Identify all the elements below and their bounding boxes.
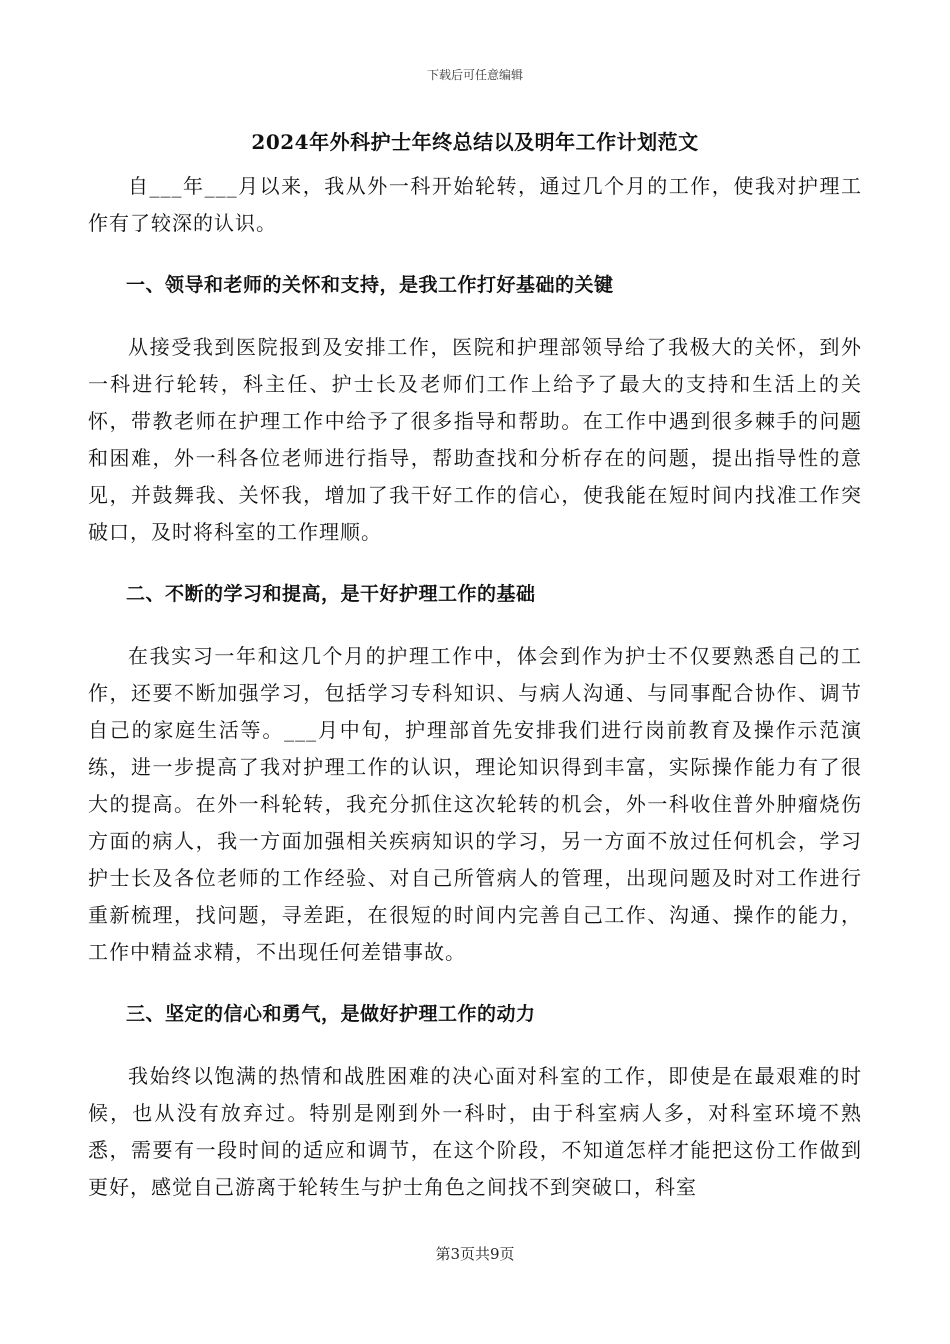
page-number-footer: 第3页共9页 xyxy=(435,1245,515,1263)
section-heading: 一、领导和老师的关怀和支持，是我工作打好基础的关键 xyxy=(126,274,614,296)
document-title: 2024年外科护士年终总结以及明年工作计划范文 xyxy=(251,130,699,154)
intro-paragraph: 自___年___月以来，我从外一科开始轮转，通过几个月的工作，使我对护理工作有了较深的认识。 xyxy=(88,174,862,235)
header-note: 下载后可任意编辑 xyxy=(426,68,523,82)
section-heading: 二、不断的学习和提高，是干好护理工作的基础 xyxy=(126,583,536,605)
section-paragraph: 我始终以饱满的热情和战胜困难的决心面对科室的工作，即使是在最艰难的时候，也从没有放弃过。特别是刚到外一科时，由于科室病人多，对科室环境不熟悉，需要有一段时间的适应和调节，在这个阶段，不知道怎样才能把这份工作做到更好，感觉自己游离于轮转生与护士角色之间找不到突破口，科室 xyxy=(88,1064,862,1199)
section-paragraph: 在我实习一年和这几个月的护理工作中，体会到作为护士不仅要熟悉自己的工作，还要不断加强学习，包括学习专科知识、与病人沟通、与同事配合协作、调节自己的家庭生活等。___月中旬，护理部首先安排我们进行岗前教育及操作示范演练，进一步提高了我对护理工作的认识，理论知识得到丰富，实际操作能力有了很大的提高。在外一科轮转，我充分抓住这次轮转的机会，外一科收住普外肿瘤烧伤方面的病人，我一方面加强相关疾病知识的学习，另一方面不放过任何机会，学习护士长及各位老师的工作经验、对自己所管病人的管理，出现问题及时对工作进行重新梳理，找问题，寻差距，在很短的时间内完善自己工作、沟通、操作的能力，工作中精益求精，不出现任何差错事故。 xyxy=(88,644,862,964)
section-heading: 三、坚定的信心和勇气，是做好护理工作的动力 xyxy=(126,1003,536,1025)
document-body xyxy=(88,168,862,1206)
section-paragraph: 从接受我到医院报到及安排工作，医院和护理部领导给了我极大的关怀，到外一科进行轮转，科主任、护士长及老师们工作上给予了最大的支持和生活上的关怀，带教老师在护理工作中给予了很多指导和帮助。在工作中遇到很多棘手的问题和困难，外一科各位老师进行指导，帮助查找和分析存在的问题，提出指导性的意见，并鼓舞我、关怀我，增加了我干好工作的信心，使我能在短时间内找准工作突破口，及时将科室的工作理顺。 xyxy=(88,335,862,544)
